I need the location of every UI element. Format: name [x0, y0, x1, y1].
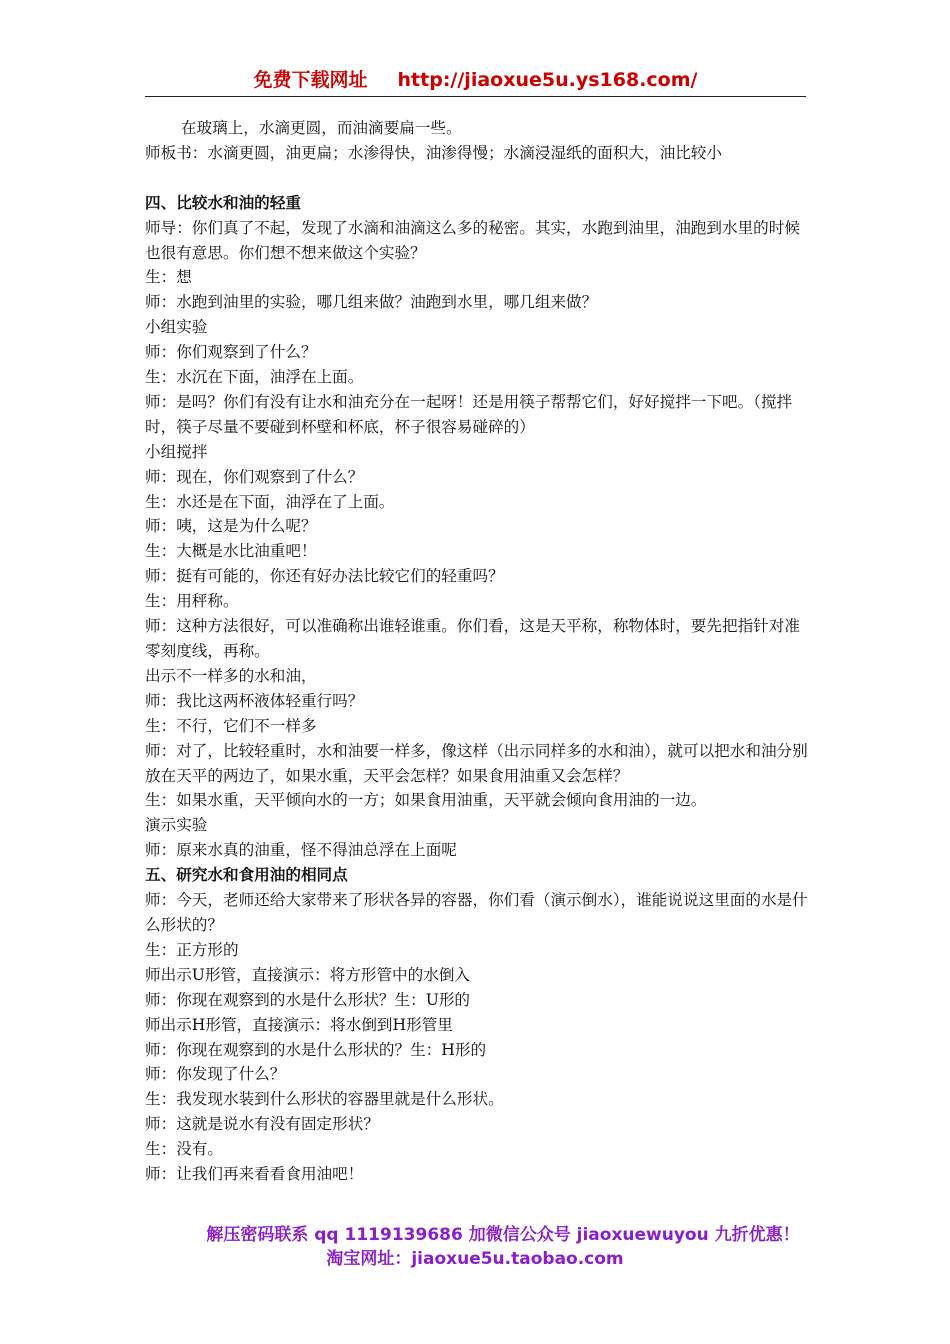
- paragraph: 生：用秤称。: [145, 592, 239, 611]
- document-body: [145, 116, 810, 1187]
- paragraph: 生：水还是在下面，油浮在了上面。: [145, 492, 395, 511]
- paragraph: 出示不一样多的水和油，: [145, 666, 317, 685]
- paragraph: 生：水沉在下面，油浮在上面。: [145, 368, 364, 387]
- paragraph: 生：没有。: [145, 1140, 223, 1159]
- paragraph: 师出示H形管，直接演示：将水倒到H形管里: [145, 1015, 453, 1034]
- paragraph: 演示实验: [145, 816, 208, 835]
- paragraph: 师：原来水真的油重，怪不得油总浮在上面呢: [145, 841, 457, 860]
- paragraph: 师：我比这两杯液体轻重行吗？: [145, 691, 364, 710]
- paragraph: 师：水跑到油里的实验，哪几组来做？油跑到水里，哪几组来做？: [145, 293, 598, 312]
- paragraph: 生：正方形的: [145, 940, 239, 959]
- paragraph: 师：是吗？你们有没有让水和油充分在一起呀！还是用筷子帮帮它们，好好搅拌一下吧。（搅拌时，筷子尽量不要碰到杯壁和杯底，杯子很容易碰碎的）: [145, 392, 793, 436]
- section-heading: 四、比较水和油的轻重: [145, 193, 301, 212]
- footer-shop-link[interactable]: 淘宝网址：jiaoxue5u.taobao.com: [326, 1249, 624, 1269]
- paragraph: 师导：你们真了不起，发现了水滴和油滴这么多的秘密。其实，水跑到油里，油跑到水里的时候也很有意思。你们想不想来做这个实验？: [145, 218, 800, 262]
- paragraph: 在玻璃上，水滴更圆，而油滴要扁一些。: [180, 119, 462, 137]
- header-url-link[interactable]: http://jiaoxue5u.ys168.com/: [397, 69, 698, 91]
- paragraph: 小组搅拌: [145, 442, 208, 461]
- paragraph: 师：这种方法很好，可以准确称出谁轻谁重。你们看，这是天平称，称物体时，要先把指针对准零刻度线，再称。: [145, 617, 800, 661]
- page-header: [145, 66, 806, 97]
- section-heading: 五、研究水和食用油的相同点: [145, 866, 348, 885]
- paragraph: 小组实验: [145, 318, 208, 337]
- paragraph: 生：如果水重，天平倾向水的一方；如果食用油重，天平就会倾向食用油的一边。: [145, 791, 707, 810]
- paragraph: 师：现在，你们观察到了什么？: [145, 467, 364, 486]
- paragraph: 师：你们观察到了什么？: [145, 343, 317, 362]
- paragraph: 师：你现在观察到的水是什么形状？生：U形的: [145, 990, 471, 1009]
- paragraph: 师：咦，这是为什么呢？: [145, 517, 317, 536]
- header-label: 免费下载网址: [253, 69, 368, 91]
- paragraph: 师：这就是说水有没有固定形状？: [145, 1115, 379, 1134]
- paragraph: 生：大概是水比油重吧！: [145, 542, 317, 561]
- paragraph: 生：不行，它们不一样多: [145, 716, 317, 735]
- paragraph: 师：你现在观察到的水是什么形状的？生：H形的: [145, 1040, 487, 1059]
- paragraph: 师板书：水滴更圆，油更扁；水渗得快，油渗得慢；水滴浸湿纸的面积大，油比较小: [145, 143, 722, 162]
- paragraph: 师：你发现了什么？: [145, 1065, 286, 1084]
- paragraph: 师出示U形管，直接演示：将方形管中的水倒入: [145, 965, 471, 984]
- paragraph: 师：对了，比较轻重时，水和油要一样多，像这样（出示同样多的水和油），就可以把水和油分别放在天平的两边了，如果水重，天平会怎样？如果食用油重又会怎样？: [145, 741, 808, 785]
- paragraph: 师：今天，老师还给大家带来了形状各异的容器，你们看（演示倒水），谁能说说这里面的水是什么形状的？: [145, 891, 808, 934]
- paragraph: 生：想: [145, 268, 192, 287]
- footer-contact: 解压密码联系 qq 1119139686 加微信公众号 jiaoxuewuyou 九折优惠！: [206, 1225, 800, 1245]
- paragraph: 生：我发现水装到什么形状的容器里就是什么形状。: [145, 1090, 504, 1109]
- paragraph: 师：让我们再来看看食用油吧！: [145, 1165, 364, 1184]
- paragraph: 师：挺有可能的，你还有好办法比较它们的轻重吗？: [145, 567, 504, 586]
